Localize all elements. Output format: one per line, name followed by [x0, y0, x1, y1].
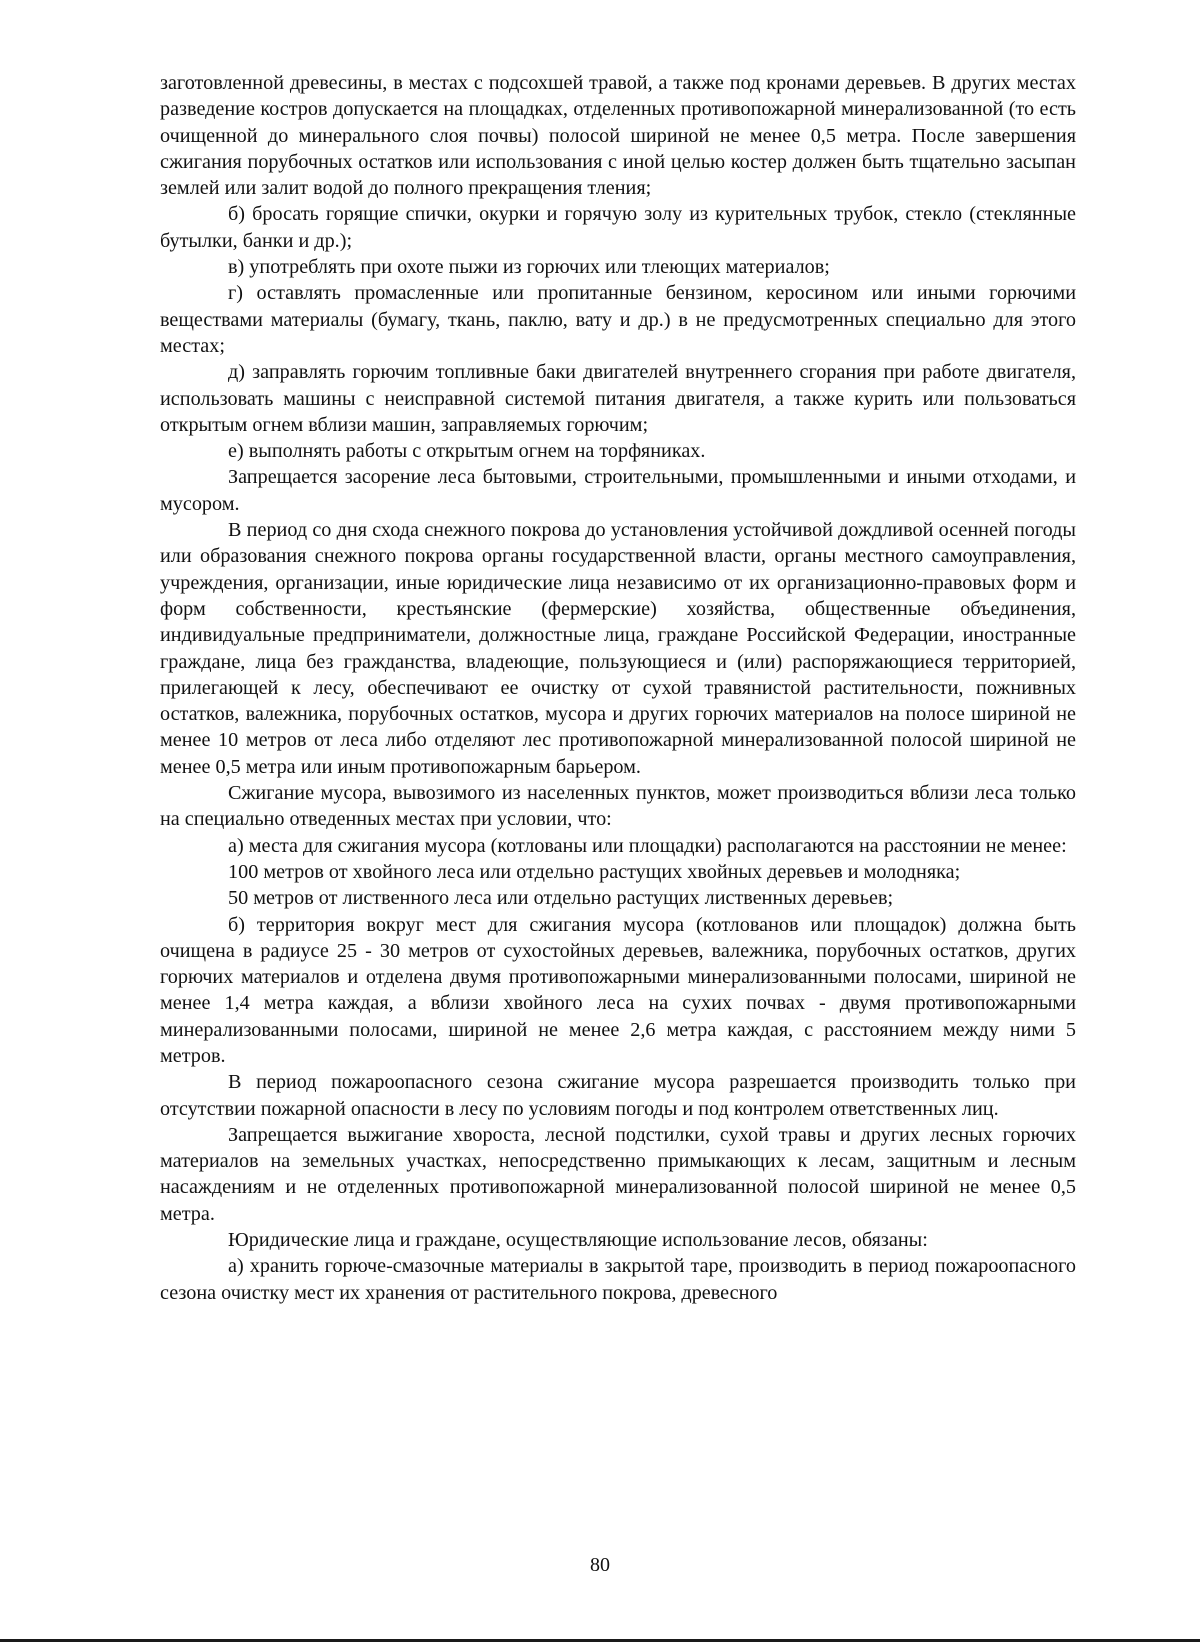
paragraph-distance-conifer: 100 метров от хвойного леса или отдельно растущих хвойных деревьев и молодняка; — [228, 860, 961, 883]
paragraph-item-d: д) заправлять горючим топливные баки двигателей внутреннего сгорания при работе двигателя, использовать машины с неисправной системой питания двигателя, а также курить или пользоваться открытым огнем вблизи машин, заправляемых горючим; — [160, 361, 1076, 436]
paragraph-burning-item-a: а) места для сжигания мусора (котлованы или площадки) располагаются на расстоянии не менее: — [228, 834, 1067, 857]
paragraph-obligation-item-a: а) хранить горюче-смазочные материалы в закрытой таре, производить в период пожароопасного сезона очистку мест их хранения от растительного покрова, древесного — [160, 1255, 1076, 1304]
paragraph-item-v: в) употреблять при охоте пыжи из горючих или тлеющих материалов; — [228, 256, 830, 279]
paragraph-waste-burning: Сжигание мусора, вывозимого из населенных пунктов, может производиться вблизи леса только на специально отведенных местах при условии, что: — [160, 782, 1076, 831]
paragraph-littering: Запрещается засорение леса бытовыми, строительными, промышленными и иными отходами, и мусором. — [160, 466, 1076, 515]
body-text — [160, 70, 1076, 1306]
paragraph-cleaning-period: В период со дня схода снежного покрова до установления устойчивой дождливой осенней погоды или образования снежного покрова органы государственной власти, органы местного самоуправления, учреждения, организации, иные юридические лица независимо от их организационно-правовых форм и форм собственности, крестьянские (фермерские) хозяйства, общественные объединения, индивидуальные предприниматели, должностные лица, граждане Российской Федерации, иностранные граждане, лица без гражданства, владеющие, пользующиеся и (или) распоряжающиеся территорией, прилегающей к лесу, обеспечивают ее очистку от сухой травянистой растительности, пожнивных остатков, валежника, порубочных остатков, мусора и других горючих материалов на полосе шириной не менее 10 метров от леса либо отделяют лес противопожарной минерализованной полосой шириной не менее 0,5 метра или иным противопожарным барьером. — [160, 519, 1076, 778]
page-number: 80 — [590, 1554, 610, 1576]
bottom-divider — [0, 1639, 1200, 1642]
paragraph-item-g: г) оставлять промасленные или пропитанные бензином, керосином или иными горючими веществами материалы (бумагу, ткань, паклю, вату и др.) в не предусмотренных специально для этого местах; — [160, 282, 1076, 357]
paragraph-continuation: заготовленной древесины, в местах с подсохшей травой, а также под кронами деревьев. В других местах разведение костров допускается на площадках, отделенных противопожарной минерализованной (то есть очищенной до минерального слоя почвы) полосой шириной не менее 0,5 метра. После завершения сжигания порубочных остатков или использования с иной целью костер должен быть тщательно засыпан землей или залит водой до полного прекращения тления; — [160, 72, 1076, 200]
paragraph-fire-season: В период пожароопасного сезона сжигание мусора разрешается производить только при отсутствии пожарной опасности в лесу по условиям погоды и под контролем ответственных лиц. — [160, 1071, 1076, 1120]
paragraph-item-e: е) выполнять работы с открытым огнем на торфяниках. — [228, 440, 706, 463]
paragraph-obligations: Юридические лица и граждане, осуществляющие использование лесов, обязаны: — [228, 1229, 928, 1252]
paragraph-burning-item-b: б) территория вокруг мест для сжигания мусора (котлованов или площадок) должна быть очищена в радиусе 25 - 30 метров от сухостойных деревьев, валежника, порубочных остатков, других горючих материалов и отделена двумя противопожарными минерализованными полосами, шириной не менее 1,4 метра каждая, а вблизи хвойного леса на сухих почвах - двумя противопожарными минерализованными полосами, шириной не менее 2,6 метра каждая, с расстоянием между ними 5 метров. — [160, 913, 1076, 1067]
paragraph-prohibited-burning: Запрещается выжигание хвороста, лесной подстилки, сухой травы и других лесных горючих материалов на земельных участках, непосредственно примыкающих к лесам, защитным и лесным насаждениям и не отделенных противопожарной минерализованной полосой шириной не менее 0,5 метра. — [160, 1123, 1076, 1225]
paragraph-item-b: б) бросать горящие спички, окурки и горячую золу из курительных трубок, стекло (стеклянные бутылки, банки и др.); — [160, 203, 1076, 252]
paragraph-distance-deciduous: 50 метров от лиственного леса или отдельно растущих лиственных деревьев; — [228, 887, 894, 910]
